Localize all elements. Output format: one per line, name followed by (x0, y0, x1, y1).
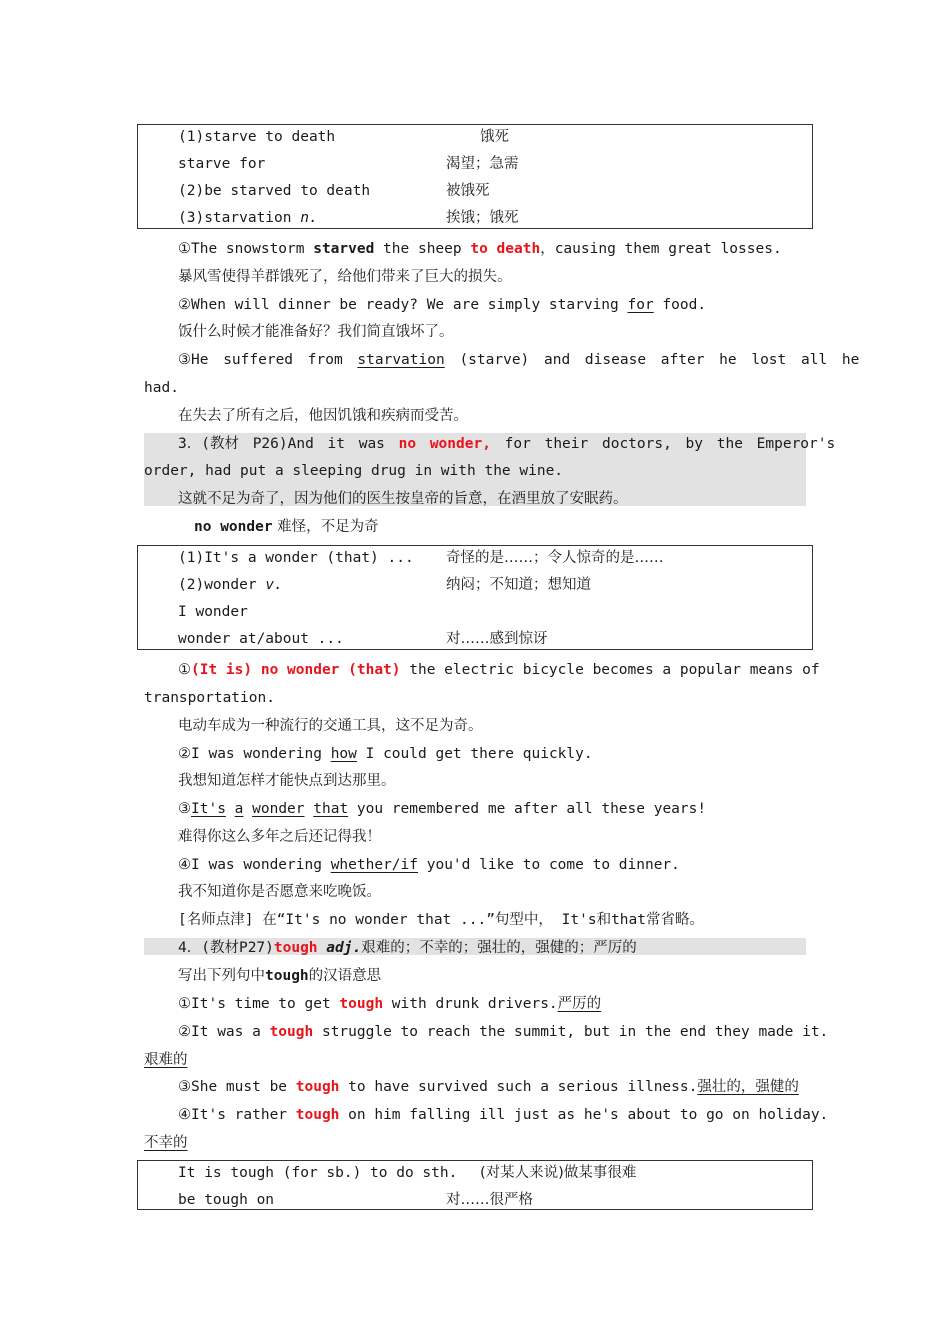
answer: a (234, 801, 244, 817)
box-row-en: (2)wonder (178, 577, 266, 593)
example-sentence-cont: had. (144, 380, 179, 396)
task-instruction: 写出下列句中tough的汉语意思 (178, 968, 382, 984)
box-row (178, 1159, 637, 1187)
example-answer (144, 1129, 188, 1157)
section-heading: 3．(教材 P26)And it was no wonder, for their doctors, by the Emperor's (178, 436, 836, 452)
example-sentence: ②It was a tough struggle to reach the summit, but in the end they made it. (178, 1024, 829, 1040)
box-row-en: starve for (178, 156, 266, 172)
box-row-cn: 对……很严格 (446, 1192, 533, 1208)
example-sentence: ③She must be tough to have survived such a serious illness.强壮的，强健的 (178, 1079, 799, 1095)
teacher-tip: [名师点津] 在“It's no wonder that ...”句型中， It's和that常省略。 (178, 912, 704, 928)
keyword: starved (313, 241, 375, 257)
keyword: tough (295, 1107, 340, 1123)
keyword: tough (339, 996, 384, 1012)
example-answer (144, 1046, 188, 1074)
phrase-box-starve (137, 124, 813, 229)
example-sentence: ④It's rather tough on him falling ill just as he's about to go on holiday. (178, 1107, 829, 1123)
box-row-cn: 奇怪的是……；令人惊奇的是…… (446, 550, 664, 566)
keyword: no wonder (194, 519, 273, 535)
keyword: to death (470, 241, 541, 257)
translation: 电动车成为一种流行的交通工具，这不足为奇。 (178, 718, 483, 734)
box-row (178, 571, 591, 599)
box-row-en: be tough on (178, 1192, 275, 1208)
section-heading: 4．(教材P27)tough adj.艰难的；不幸的；强壮的，强健的；严厉的 (178, 940, 637, 956)
part-of-speech: adj. (326, 940, 362, 956)
translation: 饭什么时候才能准备好？我们简直饿坏了。 (178, 324, 454, 340)
answer: 强壮的，强健的 (697, 1079, 799, 1095)
box-row (178, 625, 548, 653)
box-row-cn: (对某人来说)做某事很难 (480, 1165, 637, 1181)
answer: wonder (252, 801, 305, 817)
keyword: tough (295, 1079, 340, 1095)
box-row-en: (1)It's a wonder (that) ... (178, 550, 414, 566)
keyword: tough (273, 940, 318, 956)
box-row (178, 544, 664, 572)
box-row (178, 177, 490, 205)
translation: 在失去了所有之后，他因饥饿和疾病而受苦。 (178, 408, 468, 424)
example-sentence: ②When will dinner be ready? We are simply starving for food. (178, 297, 707, 313)
part-of-speech: v. (265, 577, 283, 593)
keyword: tough (269, 1024, 314, 1040)
translation: 暴风雪使得羊群饿死了，给他们带来了巨大的损失。 (178, 269, 512, 285)
box-row-en: It is tough (for sb.) to do sth. (178, 1165, 458, 1181)
box-row-en: (2)be starved to death (178, 183, 371, 199)
answer: how (330, 746, 357, 762)
keyword: (It is) no wonder (that) (191, 662, 401, 678)
answer: 不幸的 (144, 1135, 188, 1151)
box-row (178, 150, 519, 178)
answer: whether/if (330, 857, 418, 873)
answer: starvation (357, 352, 445, 368)
box-row-cn: 纳闷；不知道；想知道 (446, 577, 591, 593)
answer: 严厉的 (557, 996, 602, 1012)
translation: 难得你这么多年之后还记得我！ (178, 829, 381, 845)
answer: that (313, 801, 349, 817)
box-row (178, 1186, 533, 1214)
box-row (178, 204, 519, 232)
box-row-cn: 挨饿；饿死 (446, 210, 519, 226)
box-row-cn: 饿死 (480, 129, 509, 145)
example-sentence: ④I was wondering whether/if you'd like to come to dinner. (178, 857, 680, 873)
translation: 我想知道怎样才能快点到达那里。 (178, 773, 396, 789)
box-row-en: I wonder (178, 604, 248, 620)
keyword: tough (265, 968, 309, 984)
box-row-cn: 对……感到惊讶 (446, 631, 548, 647)
phrase-box-tough (137, 1160, 813, 1210)
keyword: no wonder, (398, 436, 491, 452)
box-row (178, 598, 248, 626)
translation: 这就不足为奇了，因为他们的医生按皇帝的旨意，在酒里放了安眠药。 (178, 491, 628, 507)
example-sentence: ③He suffered from starvation (starve) and disease after he lost all he (178, 352, 860, 368)
box-row (178, 123, 509, 151)
box-row-cn: 被饿死 (446, 183, 490, 199)
example-sentence: ②I was wondering how I could get there quickly. (178, 746, 593, 762)
phrase-box-wonder (137, 545, 813, 650)
answer: for (627, 297, 654, 313)
part-of-speech: n. (300, 210, 318, 226)
box-row-cn: 渴望；急需 (446, 156, 519, 172)
example-sentence: ①(It is) no wonder (that) the electric bicycle becomes a popular means of (178, 662, 820, 678)
example-sentence: ①The snowstorm starved the sheep to death，causing them great losses. (178, 241, 782, 257)
translation: 我不知道你是否愿意来吃晚饭。 (178, 884, 381, 900)
phrase-definition: no wonder 难怪，不足为奇 (194, 519, 379, 535)
example-sentence: ③It's a wonder that you remembered me after all these years! (178, 801, 707, 817)
answer: 艰难的 (144, 1052, 188, 1068)
box-row-en: wonder at/about ... (178, 631, 344, 647)
section-heading-cont: order, had put a sleeping drug in with the wine. (144, 463, 564, 479)
example-sentence-cont: transportation. (144, 690, 275, 706)
example-sentence: ①It's time to get tough with drunk drivers.严厉的 (178, 996, 602, 1012)
box-row-en: (3)starvation (178, 210, 301, 226)
box-row-en: (1)starve to death (178, 129, 336, 145)
answer: It's (191, 801, 226, 817)
